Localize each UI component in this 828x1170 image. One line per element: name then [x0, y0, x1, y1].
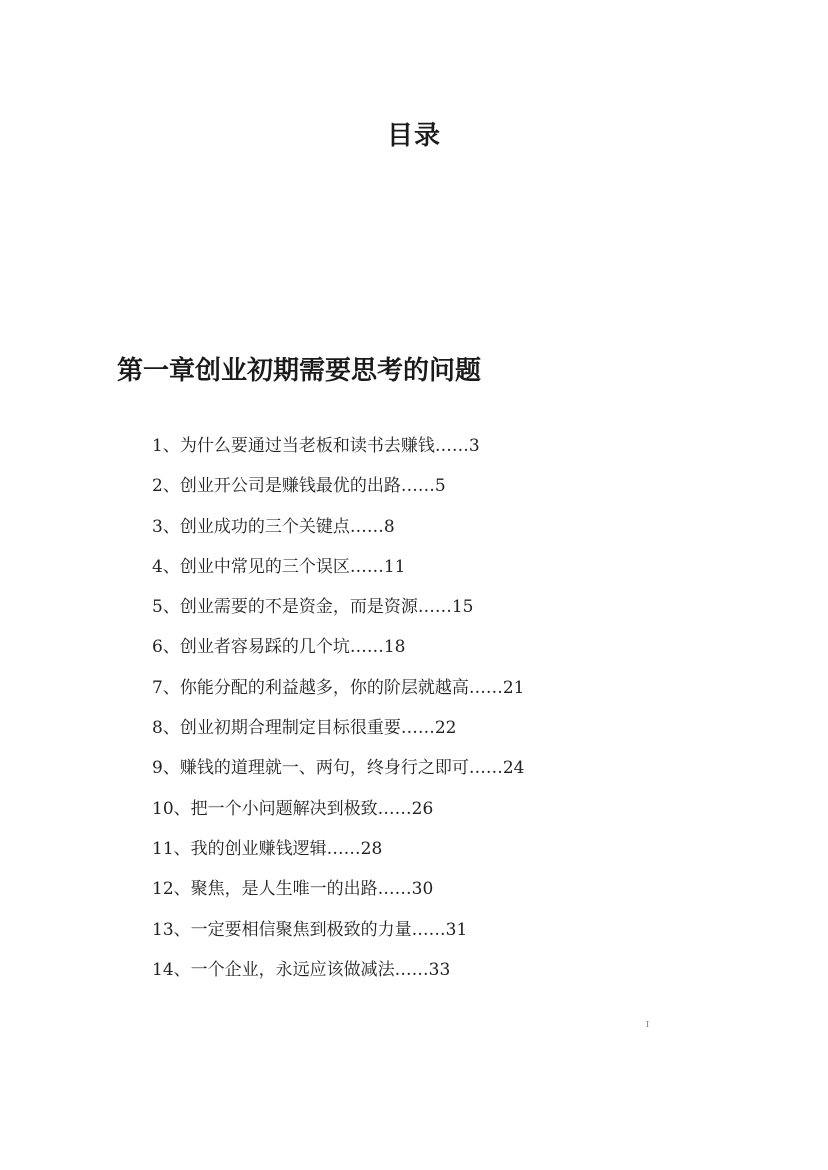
page-number: I — [646, 1020, 650, 1029]
toc-entry[interactable]: 13、一定要相信聚焦到极致的力量……31 — [152, 919, 468, 940]
toc-title: 目录 — [386, 121, 441, 151]
toc-entry[interactable]: 1、为什么要通过当老板和读书去赚钱……3 — [152, 436, 480, 456]
toc-entry[interactable]: 5、创业需要的不是资金，而是资源……15 — [152, 597, 474, 618]
toc-entry[interactable]: 12、聚焦，是人生唯一的出路……30 — [152, 879, 434, 900]
chapter-heading: 第一章创业初期需要思考的问题 — [117, 356, 482, 386]
toc-entry[interactable]: 2、创业开公司是赚钱最优的出路……5 — [152, 476, 446, 497]
toc-entry[interactable]: 14、一个企业，永远应该做减法……33 — [152, 959, 451, 980]
toc-entry[interactable]: 3、创业成功的三个关键点……8 — [152, 516, 395, 537]
toc-entry[interactable]: 4、创业中常见的三个误区……11 — [152, 556, 406, 577]
toc-entry[interactable]: 10、把一个小问题解决到极致……26 — [152, 798, 434, 819]
toc-entry[interactable]: 8、创业初期合理制定目标很重要……22 — [152, 718, 457, 739]
toc-entry[interactable]: 6、创业者容易踩的几个坑……18 — [152, 637, 406, 658]
toc-entry[interactable]: 9、赚钱的道理就一、两句，终身行之即可……24 — [152, 758, 525, 779]
toc-list — [152, 432, 524, 996]
toc-entry[interactable]: 7、你能分配的利益越多，你的阶层就越高……21 — [152, 677, 525, 698]
toc-entry[interactable]: 11、我的创业赚钱逻辑……28 — [152, 838, 383, 859]
